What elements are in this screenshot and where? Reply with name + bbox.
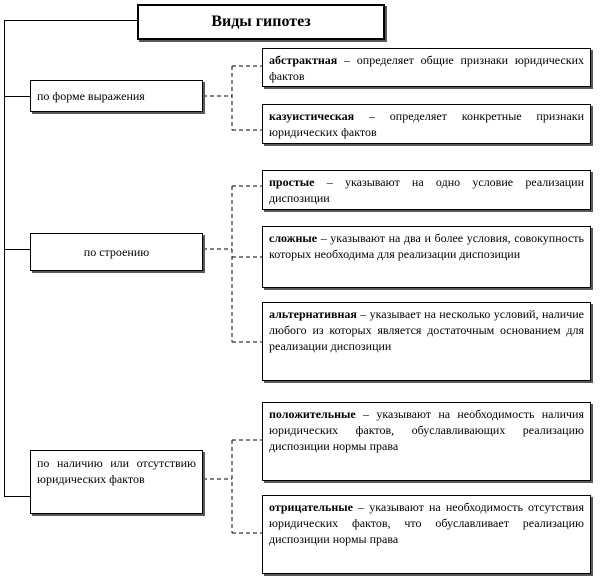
item-term: казуистическая xyxy=(269,109,355,123)
item-abstract xyxy=(262,48,591,87)
item-complex xyxy=(262,226,591,288)
item-desc: – указывает на несколько условий, наличие любого из которых является достаточным основанием для реализации диспозиции xyxy=(269,307,584,353)
category-label: по наличию или отсутствию юридических фактов xyxy=(37,456,196,486)
item-term: простые xyxy=(269,175,315,189)
item-alternative xyxy=(262,302,591,381)
item-term: отрицательные xyxy=(269,500,353,514)
item-desc: – указывают на необходимость наличия юридических фактов, обуславливающих реализацию диспозиции нормы права xyxy=(269,407,584,453)
item-term: сложные xyxy=(269,231,318,245)
diagram-title: Виды гипотез xyxy=(137,4,385,40)
item-desc: – указывают на два и более условия, совокупность которых необходима для реализации диспозиции xyxy=(269,231,584,261)
item-desc: – указывают на необходимость отсутствия юридических фактов, что обуславливает реализацию диспозиции нормы права xyxy=(269,500,584,546)
category-label: по форме выражения xyxy=(37,89,145,103)
item-desc: – указывают на одно условие реализации диспозиции xyxy=(269,175,584,205)
item-positive xyxy=(262,402,591,481)
category-form xyxy=(30,80,203,112)
item-casuistic xyxy=(262,104,591,144)
category-presence xyxy=(30,450,203,514)
category-structure xyxy=(30,233,203,271)
item-term: альтернативная xyxy=(269,307,357,321)
item-term: положительные xyxy=(269,407,356,421)
item-negative xyxy=(262,495,591,574)
item-desc: – определяет конкретные признаки юридических фактов xyxy=(269,109,584,139)
item-term: абстрактная xyxy=(269,53,338,67)
category-label: по строению xyxy=(83,245,150,259)
item-simple xyxy=(262,170,591,210)
item-desc: – определяет общие признаки юридических фактов xyxy=(269,53,584,83)
